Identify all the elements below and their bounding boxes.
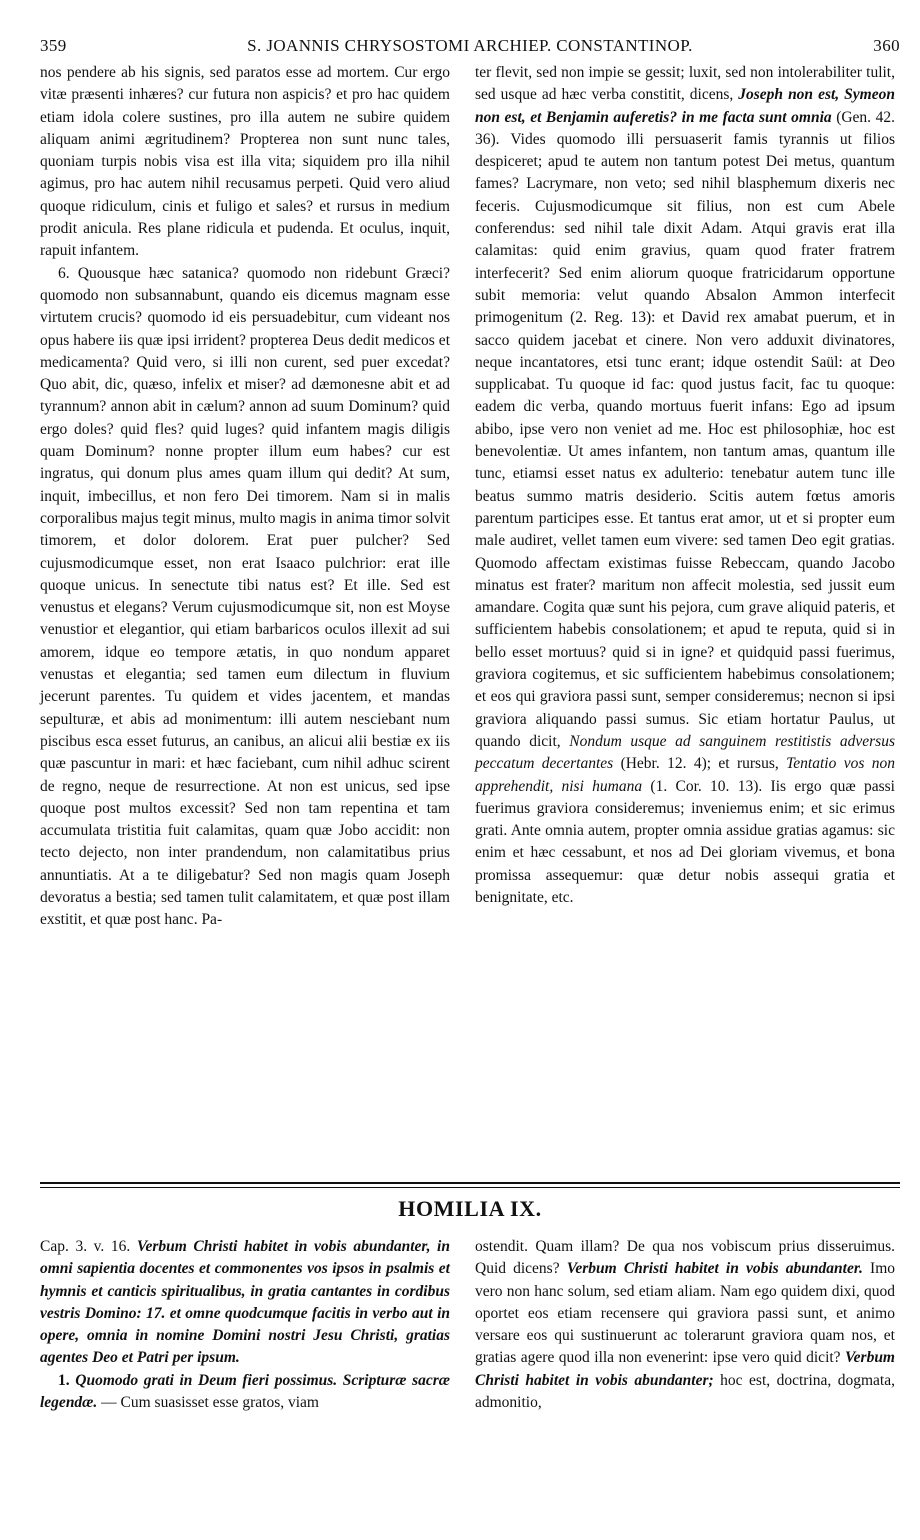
scripture-quote: Joseph non est, Symeon non est, et Benjamin auferetis? in me facta sunt omnia: [475, 86, 895, 126]
homily-title: HOMILIA IX.: [398, 1196, 542, 1221]
text-run: hoc est, doctrina, dogmata, admonitio,: [475, 1371, 895, 1412]
chapter-verse-text: [40, 1236, 450, 1370]
page-number-right: 360: [873, 36, 900, 55]
right-column-bottom: [475, 1236, 895, 1414]
left-column-bottom: [40, 1236, 450, 1414]
chapter-label: Cap. 3. v. 16.: [40, 1238, 137, 1255]
section-number: 1.: [58, 1371, 76, 1389]
paragraph-right-bottom: [475, 1236, 895, 1414]
text-run: ter flevit, sed non impie se gessit; luxit, sed non intolerabiliter tulit, sed usque ad hæc verba constitit, dicens,: [475, 64, 895, 104]
paragraph-section-1: [40, 1370, 450, 1415]
scripture-quote: Verbum Christi habitet in vobis abundanter;: [475, 1349, 895, 1389]
text-run: — Cum suasisset esse gratos, viam: [97, 1394, 319, 1412]
left-column-top: [40, 62, 450, 932]
running-header: [40, 36, 900, 58]
paragraph-continuation: nos pendere ab his signis, sed paratos esse ad mortem. Cur ergo vitæ præsenti inhæres? cur futura non aspicis? et pro hac quidem etiam idola colere sustines, pro illa autem ne subire quidem aliquam animi ægritudinem? Propterea non sunt nunc tales, quoniam turpis nobis visa est illa vita; siquidem pro illa nihil agimus, pro hac autem nihil recusamus perpeti. Quid vero aliud quoque ridiculum, cinis et fuligo et sales? et rursus in medium prodit anicula. Res plane ridicula et pudenda. Et oculus, inquit, rapuit infantem.: [40, 64, 450, 260]
text-run: ostendit. Quam illam? De qua nos vobiscum prius disseruimus. Quid dicens?: [475, 1238, 895, 1278]
scripture-text: Verbum Christi habitet in vobis abundanter, in omni sapientia docentes et commonentes vos ipsos in psalmis et hymnis et canticis spiritualibus, in gratia cantantes in cordibus vestris Domino: 17. et omne quodcumque facitis in verbo aut in opere, omnia in nomine Domini nostri Jesu Christi, gratias agentes Deo et Patri per ipsum.: [40, 1238, 450, 1367]
scripture-quote: Tentatio vos non apprehendit, nisi humana: [475, 755, 895, 795]
text-run: (Hebr. 12. 4); et rursus,: [613, 755, 787, 773]
running-title: S. JOANNIS CHRYSOSTOMI ARCHIEP. CONSTANTINOP.: [247, 36, 693, 55]
section-summary: Quomodo grati in Deum fieri possimus. Scripturæ sacræ legendæ.: [40, 1371, 451, 1412]
scripture-quote: Nondum usque ad sanguinem restitistis adversus peccatum decertantes: [475, 732, 895, 773]
page-number-left: 359: [40, 36, 67, 55]
text-run: (1. Cor. 10. 13). Iis ergo quæ passi fuerimus graviora consideremus; inveniemus enim; et sic erimus grati. Ante omnia autem, propter omnia assidue gratias agamus: sic enim et hæc cessabunt, et nos ad Dei gloriam vivemus, et bona promissa assequemur: quæ detur nobis assequi gratia et benignitate, etc.: [475, 777, 895, 906]
text-run: Imo vero non hanc solum, sed etiam aliam. Nam ego quidem dixi, quod oportet eos etiam recensere qui graviora passi sunt, et animo versare eos qui sustinuerunt ac tolerarunt graviora quam nos, et gratias agere quod illa non evenerint: ipse vero quid dicit?: [475, 1260, 895, 1367]
paragraph-section-6: 6. Quousque hæc satanica? quomodo non ridebunt Græci? quomodo non subsannabunt, quando eis dicemus magnam esse virtutem crucis? quomodo id eis persuadebitur, cum videant nos opus habere iis quæ ipsi irrident? propterea Deus dedit medicos et medicamenta? Quid vero, si illi non curent, sed puer excedat? Quo abit, dic, quæso, infelix et miser? ad dæmonesne abit et ad tyrannum? annon abit in cælum? annon ad suum Dominum? quid ergo doles? quid fles? quid luges? quid infantem magis diligis quam Dominum? nonne propter illum eum habes? cur est ingratus, qui donum plus ames quam illum qui dedit? At sum, inquit, imbecillus, et non fero Dei timorem. Nam si in malis corporalibus majus tegit minus, multo magis in anima timor solvit timorem, et dolor dolorem. Erat puer pulcher? Sed cujusmodicumque esset, non erat Isaaco pulchrior: erat ille quoque unicus. In senectute tibi natus est? Et ille. Sed est venustus et elegans? Verum cujusmodicumque sit, non est Moyse venustior et elegantior, qui etiam barbaricos oculos illexit ad sui amorem, idque eo tempore ætatis, in quo nondum apparet venustas et elegantia; sed tamen eum dilectum in fluvium jecerunt parentes. Tu quidem et vides jacentem, et mandas sepulturæ, et abis ad monimentum: illi autem nesciebant num piscibus esca esset futurus, an canibus, an alicui alii bestiæ ex iis quæ pascuntur in mari: et hæc faciebant, cum nihil adhuc scirent de regno, neque de resurrectione. At non est unicus, sed ipse quoque post multos excessit? Sed non tam repentina et tam accumulata tristitia fuit calamitas, quam quæ Jobo accidit: non tecto dejecto, non inter prandendum, non calamitatibus prius annuntiatis. At a te diligebatur? Sed non magis quam Joseph devoratus a bestia; sed tamen tulit calamitatem, et quæ post illam exstitit, et quæ post hanc. Pa-: [40, 264, 450, 929]
section-rule-thin: [40, 1187, 900, 1188]
section-rule-thick: [40, 1182, 900, 1184]
text-run: (Gen. 42. 36). Vides quomodo illi persuaserit famis tyrannis ut filios despiceret; apud te autem non tantum potest Dei metus, quantum fames? Lacrymare, non veto; sed nihil blasphemum dixeris nec feceris. Cujusmodicumque sit filius, non est cum Abele conferendus: sed nihil tale dixit Adam. Atqui gravis erat illa calamitas: quid enim gravius, quam quod frater fratrem interfecerit? Sed enim aliorum quoque fratricidarum opportune subit memoria: velut quando Absalon Ammon interfecit primogenitum (2. Reg. 13): et David rex amabat puerum, et in sacco quidem jacebat et cinere. Non vero adduxit divinatores, neque incantatores, etsi tunc erant; idque ostendit Saül: at Deo supplicabat. Tu quoque id fac: quod justus facit, fac tu quoque: eadem dic verba, quando mortuus fuerit infans: Ego ad ipsum abibo, ipse vero non veniet ad me. Hoc est philosophiæ, hoc est benevolentiæ. Ut ames infantem, non tantum amas, quantum ille tunc, etiamsi esset natus ex adulterio: tenebatur autem tunc ille beatus summo matris desiderio. Scitis autem fœtus amoris parentum participes esse. Et tantus erat amor, ut et si propter eum male audiret, vellet tamen eum vivere: sed tamen Deo egit gratias. Quomodo affectam existimas fuisse Rebeccam, quando Jacobo minatus est frater? maritum non affecit molestia, sed jussit eum amandare. Cogita quæ sunt his pejora, cum grave aliquid pateris, et sufficientem habebis consolationem; et apud te reputa, quid si in bello esset mortuus? quid si in igne? et quidquid passi fuerimus, graviora cogitemus, et sic sufficientem habebimus consolationem; et eos qui graviora passi sunt, semper consideremus; necnon si ipsi graviora aliquando passi sumus. Sic etiam hortatur Paulus, ut quando dicit,: [475, 108, 895, 750]
right-column-top: [475, 62, 895, 909]
scripture-quote: Verbum Christi habitet in vobis abundanter.: [566, 1260, 863, 1278]
paragraph-right-top: [475, 62, 895, 909]
